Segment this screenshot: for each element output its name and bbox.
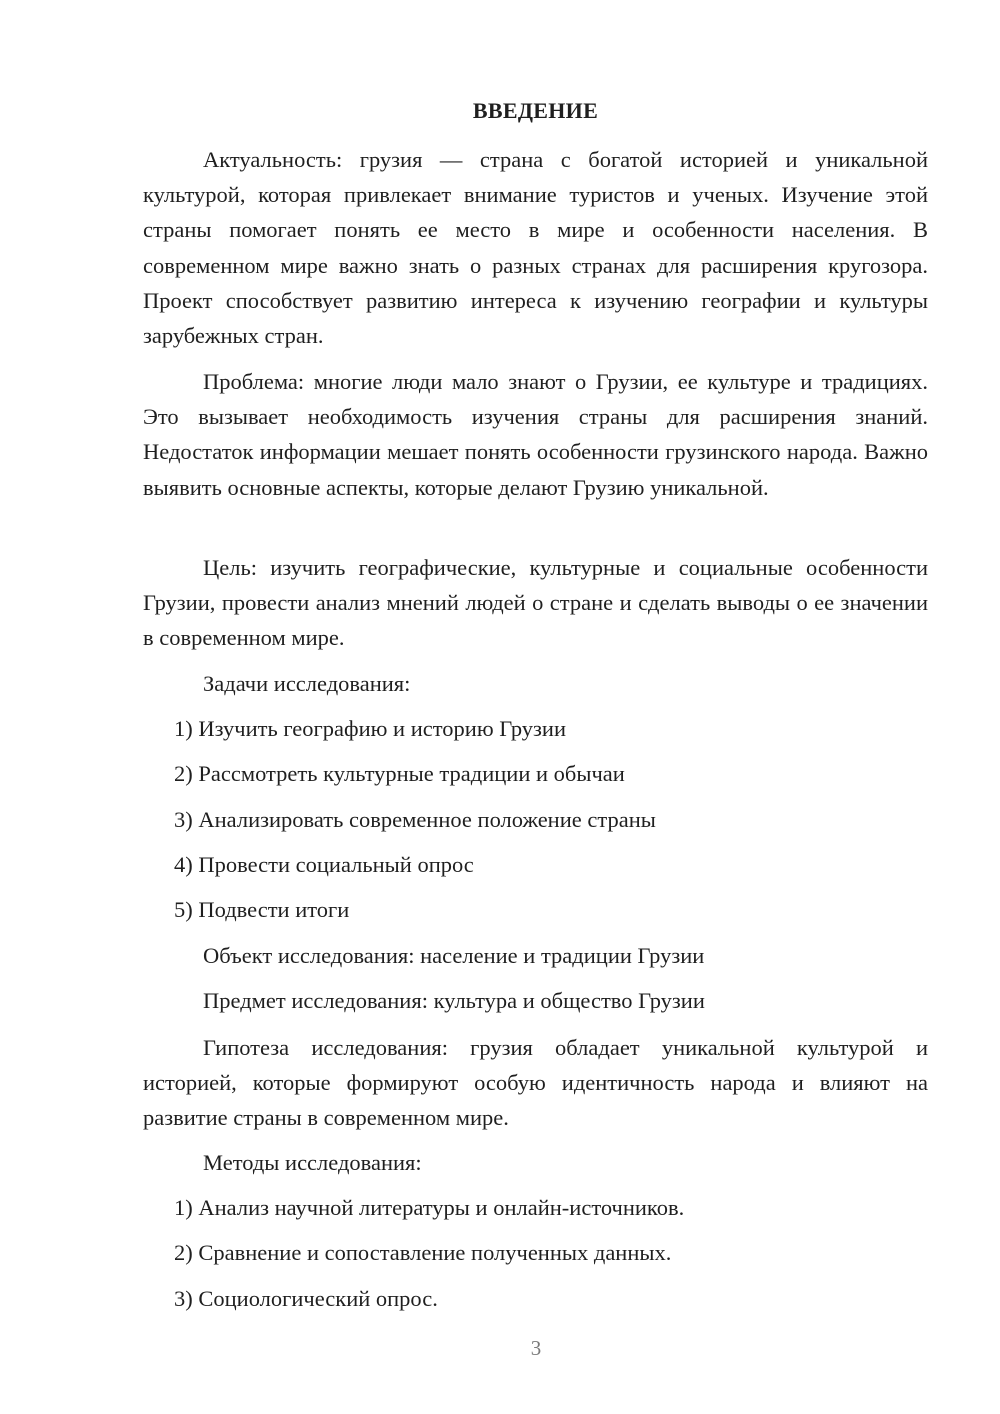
method-item: 1) Анализ научной литературы и онлайн-источников. xyxy=(174,1195,685,1220)
method-item: 2) Сравнение и сопоставление полученных данных. xyxy=(174,1240,672,1265)
methods-heading: Методы исследования: xyxy=(203,1150,422,1175)
research-subject: Предмет исследования: культура и общество Грузии xyxy=(203,988,705,1013)
task-item: 1) Изучить географию и историю Грузии xyxy=(174,716,567,741)
task-item: 3) Анализировать современное положение страны xyxy=(174,807,656,832)
page-title: ВВЕДЕНИЕ xyxy=(472,98,599,123)
hypothesis-paragraph: Гипотеза исследования: грузия обладает уникальной культурой и историей, которые формируют особую идентичность народа и влияют на развитие страны в современном мире. xyxy=(143,1035,928,1131)
tasks-heading: Задачи исследования: xyxy=(203,671,411,696)
goal-paragraph: Цель: изучить географические, культурные и социальные особенности Грузии, провести анализ мнений людей о стране и сделать выводы о ее значении в современном мире. xyxy=(143,555,928,651)
task-item: 5) Подвести итоги xyxy=(174,897,350,922)
relevance-paragraph: Актуальность: грузия — страна с богатой историей и уникальной культурой, которая привлекает внимание туристов и ученых. Изучение этой страны помогает понять ее место в мире и особенности населения. В современном мире важно знать о разных странах для расширения кругозора. Проект способствует развитию интереса к изучению географии и культуры зарубежных стран. xyxy=(143,147,928,349)
method-item: 3) Социологический опрос. xyxy=(174,1286,438,1311)
research-object: Объект исследования: население и традиции Грузии xyxy=(203,943,705,968)
task-item: 4) Провести социальный опрос xyxy=(174,852,474,877)
page-number: 3 xyxy=(530,1336,542,1360)
problem-paragraph: Проблема: многие люди мало знают о Грузии, ее культуре и традициях. Это вызывает необходимость изучения страны для расширения знаний. Недостаток информации мешает понять особенности грузинского народа. Важно выявить основные аспекты, которые делают Грузию уникальной. xyxy=(143,369,928,500)
task-item: 2) Рассмотреть культурные традиции и обычаи xyxy=(174,761,625,786)
